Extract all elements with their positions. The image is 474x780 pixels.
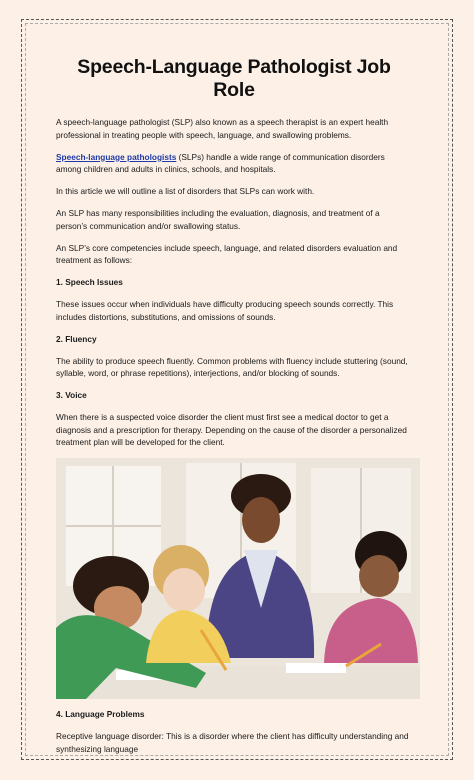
language-problems-text: Receptive language disorder: This is a disorder where the client has difficulty understanding and synthesizing language — [56, 731, 409, 754]
voice-heading: 3. Voice — [56, 390, 87, 400]
slp-paragraph — [56, 151, 412, 176]
speech-issues-heading: 1. Speech Issues — [56, 277, 123, 287]
outline-paragraph: In this article we will outline a list of disorders that SLPs can work with. — [56, 186, 315, 196]
fluency-text: The ability to produce speech fluently. Common problems with fluency include stuttering (sound, syllable, word, or phrase repetitions), interjections, and/or blocking of sounds. — [56, 355, 408, 378]
speech-issues-text: These issues occur when individuals have difficulty producing speech sounds correctly. This includes distortions, substitutions, and omissions of sounds. — [56, 299, 394, 322]
slp-link[interactable]: Speech-language pathologists — [56, 151, 177, 162]
language-problems-heading: 4. Language Problems — [56, 709, 145, 719]
intro-paragraph: A speech-language pathologist (SLP) also known as a speech therapist is an expert health professional in treating people with speech, language, and swallowing problems. — [56, 117, 389, 140]
voice-text: When there is a suspected voice disorder the client must first see a medical doctor to get a diagnosis and a prescription for therapy. Depending on the cause of the disorder a personalized treatment plan will be developed for the client. — [56, 412, 407, 447]
classroom-photo — [56, 458, 420, 699]
page-title: Speech-Language Pathologist Job Role — [77, 56, 391, 101]
fluency-heading: 2. Fluency — [56, 333, 97, 344]
document-body — [56, 56, 412, 765]
responsibilities-paragraph: An SLP has many responsibilities including the evaluation, diagnosis, and treatment of a person’s communication and/or swallowing status. — [56, 208, 380, 231]
competencies-paragraph: An SLP’s core competencies include speech, language, and related disorders evaluation and treatment as follows: — [56, 242, 398, 265]
slp-paragraph-text: (SLPs) handle a wide range of communication disorders among children and adults in clinics, schools, and hospitals. — [56, 151, 385, 174]
